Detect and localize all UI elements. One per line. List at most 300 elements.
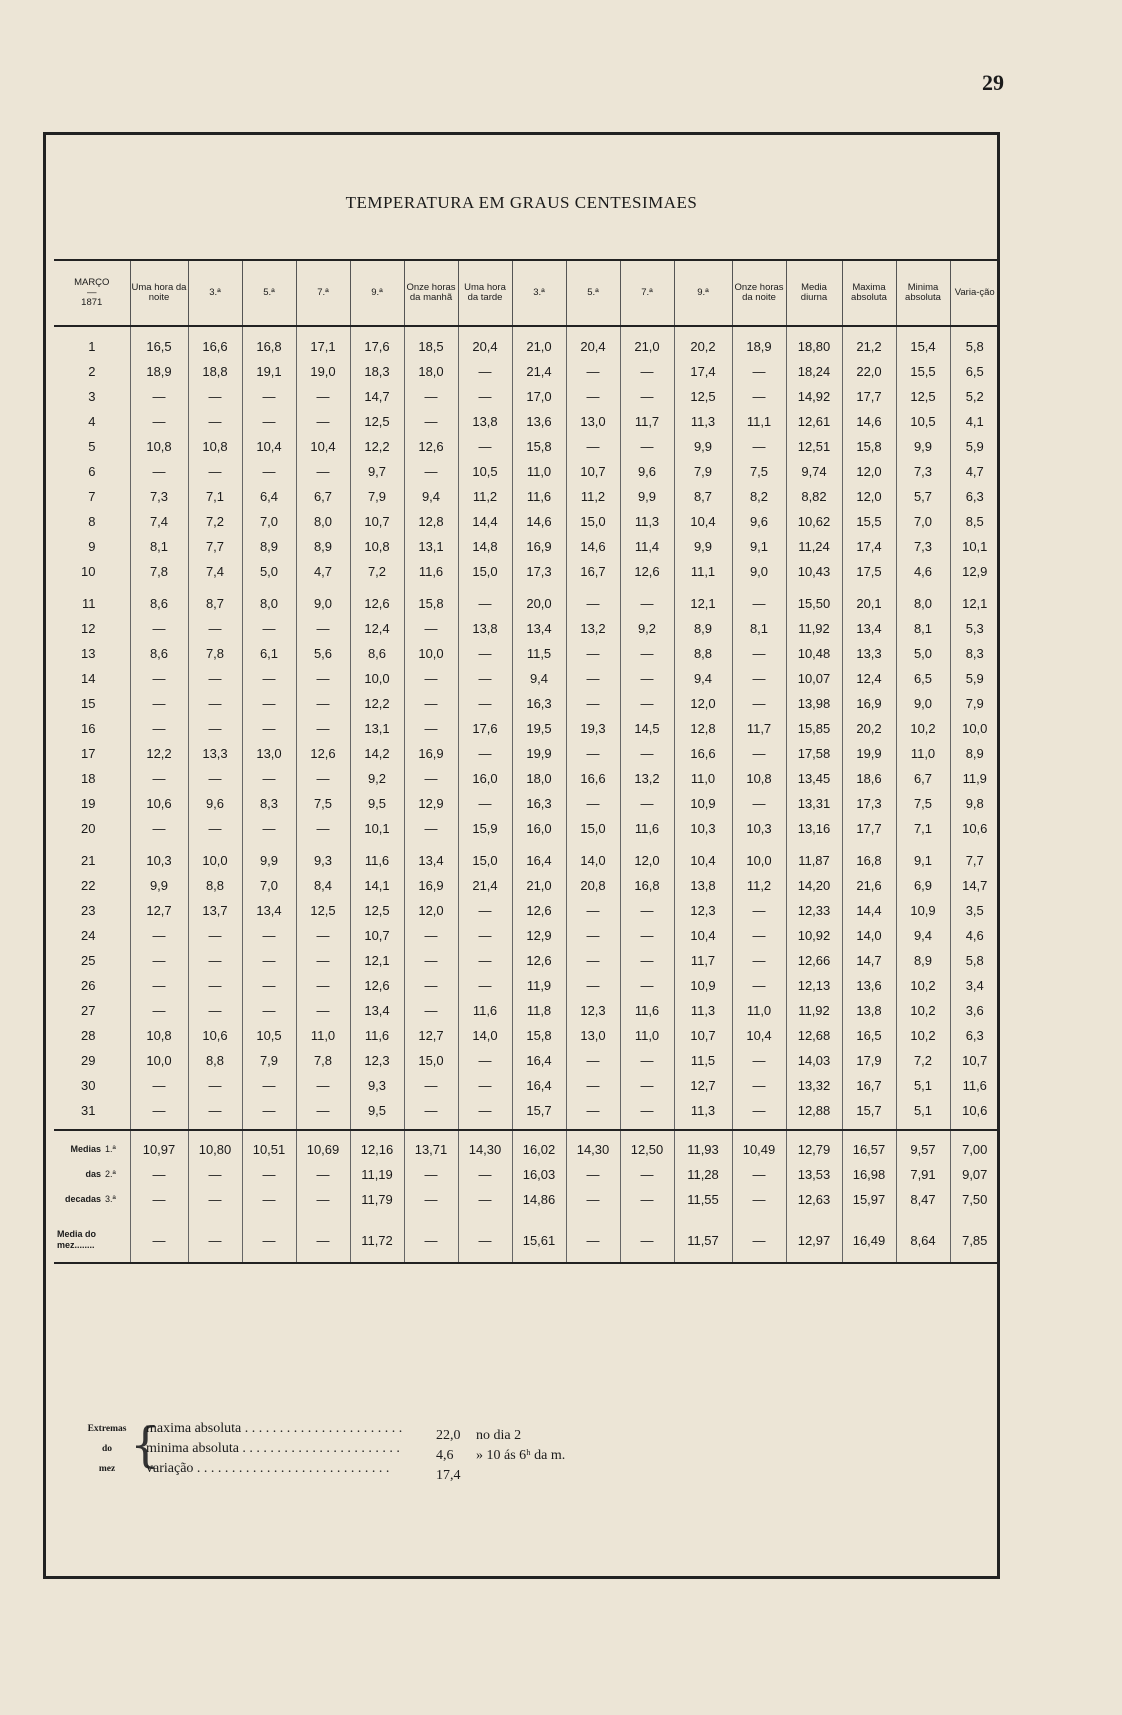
value-cell: — xyxy=(130,716,188,741)
spacer-row xyxy=(54,326,999,334)
spacer-cell xyxy=(296,584,350,591)
value-cell: 12,5 xyxy=(674,384,732,409)
value-cell: — xyxy=(566,641,620,666)
value-cell: 8,6 xyxy=(130,591,188,616)
value-cell: — xyxy=(404,384,458,409)
table-row xyxy=(54,848,999,873)
value-cell: 7,4 xyxy=(188,559,242,584)
value-cell: 12,5 xyxy=(350,409,404,434)
value-cell: 13,71 xyxy=(404,1137,458,1162)
value-cell: — xyxy=(404,998,458,1023)
value-cell: 10,9 xyxy=(674,973,732,998)
value-cell: 7,9 xyxy=(350,484,404,509)
value-cell: 12,79 xyxy=(786,1137,842,1162)
value-cell: — xyxy=(130,1162,188,1187)
value-cell: — xyxy=(188,409,242,434)
decade-label: das xyxy=(85,1169,101,1179)
value-cell: 3,4 xyxy=(950,973,999,998)
value-cell: 17,4 xyxy=(842,534,896,559)
spacer-cell xyxy=(512,584,566,591)
value-cell: 7,9 xyxy=(950,691,999,716)
value-cell: 12,3 xyxy=(350,1048,404,1073)
value-cell: 10,80 xyxy=(188,1137,242,1162)
table-row xyxy=(54,434,999,459)
value-cell: 9,1 xyxy=(896,848,950,873)
value-cell: 10,4 xyxy=(674,923,732,948)
table-row xyxy=(54,359,999,384)
value-cell: 9,6 xyxy=(620,459,674,484)
spacer-cell xyxy=(842,841,896,848)
value-cell: 11,6 xyxy=(350,1023,404,1048)
value-cell: 10,7 xyxy=(674,1023,732,1048)
spacer-cell xyxy=(54,326,130,334)
value-cell: 16,9 xyxy=(842,691,896,716)
decade-index: 1.ª xyxy=(105,1144,116,1154)
value-cell: 16,5 xyxy=(130,334,188,359)
value-cell: 14,2 xyxy=(350,741,404,766)
table-row xyxy=(54,1023,999,1048)
value-cell: — xyxy=(130,816,188,841)
value-cell: 6,7 xyxy=(296,484,350,509)
value-cell: — xyxy=(566,691,620,716)
value-cell: 7,0 xyxy=(242,509,296,534)
value-cell: 10,4 xyxy=(296,434,350,459)
value-cell: 16,9 xyxy=(404,741,458,766)
value-cell: — xyxy=(188,816,242,841)
day-cell: 13 xyxy=(81,646,96,661)
value-cell: 7,7 xyxy=(950,848,999,873)
month-mean-row xyxy=(54,1218,999,1263)
table-row xyxy=(54,873,999,898)
value-cell: 7,85 xyxy=(950,1218,999,1263)
spacer-cell xyxy=(512,841,566,848)
value-cell: 14,03 xyxy=(786,1048,842,1073)
value-cell: 10,49 xyxy=(732,1137,786,1162)
value-cell: — xyxy=(242,973,296,998)
day-cell: 11 xyxy=(82,596,96,611)
value-cell: 7,8 xyxy=(188,641,242,666)
value-cell: 16,0 xyxy=(458,766,512,791)
value-cell: 13,8 xyxy=(458,616,512,641)
value-cell: 10,2 xyxy=(896,998,950,1023)
value-cell: 17,7 xyxy=(842,384,896,409)
value-cell: — xyxy=(188,691,242,716)
value-cell: 15,0 xyxy=(458,848,512,873)
value-cell: 10,5 xyxy=(896,409,950,434)
value-cell: 16,03 xyxy=(512,1162,566,1187)
value-cell: 9,5 xyxy=(350,1098,404,1123)
value-cell: 5,0 xyxy=(242,559,296,584)
value-cell: 17,3 xyxy=(842,791,896,816)
header-col: 7.ª xyxy=(296,260,350,326)
value-cell: 10,4 xyxy=(732,1023,786,1048)
spacer-cell xyxy=(896,1123,950,1130)
value-cell: — xyxy=(188,1218,242,1263)
day-cell: 4 xyxy=(88,414,96,429)
value-cell: 10,48 xyxy=(786,641,842,666)
table-row xyxy=(54,923,999,948)
table-row xyxy=(54,616,999,641)
value-cell: — xyxy=(130,1073,188,1098)
decade-index: 2.ª xyxy=(105,1169,116,1179)
value-cell: 16,8 xyxy=(620,873,674,898)
value-cell: 13,31 xyxy=(786,791,842,816)
value-cell: 15,0 xyxy=(566,816,620,841)
decade-label-cell xyxy=(54,1187,130,1212)
value-cell: 11,6 xyxy=(350,848,404,873)
value-cell: 13,6 xyxy=(512,409,566,434)
value-cell: — xyxy=(566,948,620,973)
value-cell: — xyxy=(188,1162,242,1187)
value-cell: 8,8 xyxy=(188,1048,242,1073)
value-cell: 10,51 xyxy=(242,1137,296,1162)
value-cell: 12,0 xyxy=(674,691,732,716)
value-cell: 12,63 xyxy=(786,1187,842,1212)
table-body xyxy=(54,326,999,1263)
value-cell: — xyxy=(188,998,242,1023)
value-cell: — xyxy=(566,791,620,816)
value-cell: 7,0 xyxy=(896,509,950,534)
spacer-cell xyxy=(296,1130,350,1137)
table-row xyxy=(54,766,999,791)
value-cell: — xyxy=(296,973,350,998)
value-cell: 12,5 xyxy=(896,384,950,409)
value-cell: — xyxy=(188,616,242,641)
table-row xyxy=(54,741,999,766)
value-cell: — xyxy=(130,923,188,948)
table-row xyxy=(54,666,999,691)
value-cell: 13,8 xyxy=(842,998,896,1023)
value-cell: 12,2 xyxy=(350,691,404,716)
value-cell: 15,8 xyxy=(404,591,458,616)
spacer-cell xyxy=(350,1130,404,1137)
value-cell: 10,0 xyxy=(404,641,458,666)
value-cell: 11,8 xyxy=(512,998,566,1023)
value-cell: 8,5 xyxy=(950,509,999,534)
value-cell: 11,0 xyxy=(620,1023,674,1048)
value-cell: — xyxy=(566,359,620,384)
value-cell: 11,6 xyxy=(950,1073,999,1098)
table-row xyxy=(54,509,999,534)
value-cell: — xyxy=(404,1218,458,1263)
spacer-cell xyxy=(732,326,786,334)
value-cell: — xyxy=(130,459,188,484)
value-cell: — xyxy=(620,641,674,666)
month-mean-label: Media do mez........ xyxy=(54,1218,130,1263)
value-cell: — xyxy=(732,591,786,616)
value-cell: 13,4 xyxy=(842,616,896,641)
spacer-cell xyxy=(130,1123,188,1130)
spacer-cell xyxy=(512,326,566,334)
day-cell: 21 xyxy=(81,853,96,868)
value-cell: 8,6 xyxy=(130,641,188,666)
value-cell: — xyxy=(458,948,512,973)
value-cell: — xyxy=(458,384,512,409)
decade-label-cell xyxy=(54,1137,130,1162)
value-cell: 11,6 xyxy=(620,998,674,1023)
day-cell: 18 xyxy=(81,771,96,786)
spacer-cell xyxy=(188,326,242,334)
value-cell: 9,4 xyxy=(896,923,950,948)
value-cell: 13,45 xyxy=(786,766,842,791)
value-cell: — xyxy=(732,691,786,716)
spacer-cell xyxy=(620,584,674,591)
value-cell: 8,47 xyxy=(896,1187,950,1212)
value-cell: 13,4 xyxy=(350,998,404,1023)
value-cell: — xyxy=(188,666,242,691)
value-cell: — xyxy=(188,1098,242,1123)
value-cell: 9,4 xyxy=(404,484,458,509)
spacer-cell xyxy=(732,841,786,848)
value-cell: — xyxy=(566,591,620,616)
value-cell: 9,7 xyxy=(350,459,404,484)
value-cell: 15,5 xyxy=(896,359,950,384)
day-cell: 15 xyxy=(81,696,96,711)
spacer-cell xyxy=(950,326,999,334)
spacer-cell xyxy=(296,326,350,334)
spacer-cell xyxy=(566,841,620,848)
value-cell: 5,2 xyxy=(950,384,999,409)
spacer-cell xyxy=(404,1130,458,1137)
value-cell: 12,13 xyxy=(786,973,842,998)
value-cell: 16,5 xyxy=(842,1023,896,1048)
value-cell: 18,9 xyxy=(732,334,786,359)
value-cell: 15,61 xyxy=(512,1218,566,1263)
header-col: Uma hora da noite xyxy=(130,260,188,326)
value-cell: — xyxy=(732,1187,786,1212)
value-cell: 8,3 xyxy=(242,791,296,816)
value-cell: — xyxy=(242,1098,296,1123)
value-cell: 12,97 xyxy=(786,1218,842,1263)
value-cell: — xyxy=(130,766,188,791)
extreme-note: no dia 2 xyxy=(476,1428,522,1443)
value-cell: — xyxy=(404,459,458,484)
value-cell: 12,0 xyxy=(842,459,896,484)
value-cell: 10,1 xyxy=(950,534,999,559)
value-cell: 13,1 xyxy=(350,716,404,741)
value-cell: 16,3 xyxy=(512,791,566,816)
value-cell: 9,9 xyxy=(130,873,188,898)
value-cell: 10,7 xyxy=(350,509,404,534)
spacer-cell xyxy=(54,1123,130,1130)
value-cell: 8,7 xyxy=(674,484,732,509)
value-cell: 14,6 xyxy=(842,409,896,434)
value-cell: 11,3 xyxy=(674,409,732,434)
value-cell: 8,2 xyxy=(732,484,786,509)
table-row xyxy=(54,1098,999,1123)
value-cell: 11,5 xyxy=(674,1048,732,1073)
value-cell: 8,64 xyxy=(896,1218,950,1263)
header-col: 5.ª xyxy=(566,260,620,326)
value-cell: 18,6 xyxy=(842,766,896,791)
value-cell: 20,2 xyxy=(842,716,896,741)
value-cell: 12,50 xyxy=(620,1137,674,1162)
value-cell: — xyxy=(404,691,458,716)
decade-row xyxy=(54,1137,999,1162)
value-cell: 21,2 xyxy=(842,334,896,359)
table-row xyxy=(54,1048,999,1073)
header-col: Varia-ção xyxy=(950,260,999,326)
spacer-cell xyxy=(786,1130,842,1137)
extreme-row-max xyxy=(146,1419,522,1443)
value-cell: — xyxy=(188,923,242,948)
value-cell: 11,4 xyxy=(620,534,674,559)
value-cell: 10,9 xyxy=(674,791,732,816)
value-cell: — xyxy=(242,998,296,1023)
spacer-cell xyxy=(296,1123,350,1130)
value-cell: 8,0 xyxy=(242,591,296,616)
spacer-cell xyxy=(188,1130,242,1137)
value-cell: 20,4 xyxy=(566,334,620,359)
value-cell: 12,6 xyxy=(296,741,350,766)
value-cell: 9,3 xyxy=(296,848,350,873)
value-cell: 12,9 xyxy=(404,791,458,816)
value-cell: 9,8 xyxy=(950,791,999,816)
value-cell: — xyxy=(130,691,188,716)
extreme-label: variação . . . . . . . . . . . . . . . . . . . . . . . . . . . . xyxy=(146,1461,390,1476)
value-cell: — xyxy=(242,691,296,716)
value-cell: 16,4 xyxy=(512,1073,566,1098)
value-cell: — xyxy=(458,434,512,459)
value-cell: — xyxy=(130,666,188,691)
value-cell: — xyxy=(404,1098,458,1123)
value-cell: 22,0 xyxy=(842,359,896,384)
value-cell: 8,8 xyxy=(674,641,732,666)
value-cell: 13,98 xyxy=(786,691,842,716)
decade-label: Medias xyxy=(70,1144,101,1154)
value-cell: — xyxy=(566,973,620,998)
value-cell: 7,3 xyxy=(896,459,950,484)
value-cell: 20,4 xyxy=(458,334,512,359)
spacer-cell xyxy=(842,1123,896,1130)
value-cell: 11,6 xyxy=(404,559,458,584)
value-cell: 7,2 xyxy=(188,509,242,534)
value-cell: 21,6 xyxy=(842,873,896,898)
spacer-cell xyxy=(786,326,842,334)
spacer-cell xyxy=(350,1123,404,1130)
value-cell: 11,0 xyxy=(512,459,566,484)
value-cell: 13,0 xyxy=(566,1023,620,1048)
value-cell: — xyxy=(296,1162,350,1187)
value-cell: — xyxy=(458,973,512,998)
value-cell: 6,3 xyxy=(950,1023,999,1048)
spacer-cell xyxy=(950,841,999,848)
value-cell: 7,1 xyxy=(896,816,950,841)
table-row xyxy=(54,691,999,716)
value-cell: 18,0 xyxy=(512,766,566,791)
spacer-row xyxy=(54,584,999,591)
value-cell: 14,0 xyxy=(842,923,896,948)
header-year: 1871 xyxy=(81,297,103,308)
value-cell: 4,6 xyxy=(950,923,999,948)
value-cell: 13,3 xyxy=(842,641,896,666)
spacer-cell xyxy=(620,326,674,334)
value-cell: 12,0 xyxy=(842,484,896,509)
value-cell: 3,5 xyxy=(950,898,999,923)
value-cell: — xyxy=(188,716,242,741)
value-cell: 5,3 xyxy=(950,616,999,641)
value-cell: 11,0 xyxy=(896,741,950,766)
value-cell: — xyxy=(188,973,242,998)
value-cell: 14,5 xyxy=(620,716,674,741)
spacer-cell xyxy=(950,1123,999,1130)
value-cell: 13,8 xyxy=(458,409,512,434)
value-cell: 18,24 xyxy=(786,359,842,384)
value-cell: 5,0 xyxy=(896,641,950,666)
value-cell: 11,7 xyxy=(620,409,674,434)
table-row xyxy=(54,459,999,484)
spacer-cell xyxy=(130,584,188,591)
value-cell: 12,6 xyxy=(512,948,566,973)
value-cell: 10,2 xyxy=(896,1023,950,1048)
value-cell: — xyxy=(296,1218,350,1263)
value-cell: 10,07 xyxy=(786,666,842,691)
value-cell: — xyxy=(620,923,674,948)
value-cell: 11,28 xyxy=(674,1162,732,1187)
spacer-cell xyxy=(458,1123,512,1130)
page-number: 29 xyxy=(982,70,1004,95)
value-cell: 16,02 xyxy=(512,1137,566,1162)
value-cell: 8,3 xyxy=(950,641,999,666)
value-cell: 11,6 xyxy=(512,484,566,509)
value-cell: — xyxy=(404,666,458,691)
value-cell: — xyxy=(296,616,350,641)
value-cell: 10,6 xyxy=(130,791,188,816)
value-cell: — xyxy=(130,998,188,1023)
value-cell: 7,00 xyxy=(950,1137,999,1162)
spacer-cell xyxy=(458,584,512,591)
table-row xyxy=(54,973,999,998)
value-cell: 10,3 xyxy=(674,816,732,841)
value-cell: — xyxy=(296,1187,350,1212)
spacer-cell xyxy=(620,841,674,848)
day-cell: 26 xyxy=(81,978,96,993)
value-cell: — xyxy=(458,1187,512,1212)
value-cell: 11,7 xyxy=(674,948,732,973)
spacer-cell xyxy=(350,841,404,848)
value-cell: 7,7 xyxy=(188,534,242,559)
value-cell: 5,9 xyxy=(950,434,999,459)
day-cell: 25 xyxy=(81,953,96,968)
value-cell: 9,9 xyxy=(674,434,732,459)
value-cell: — xyxy=(458,591,512,616)
spacer-cell xyxy=(188,584,242,591)
spacer-cell xyxy=(54,1130,130,1137)
spacer-cell xyxy=(242,326,296,334)
value-cell: 10,8 xyxy=(130,1023,188,1048)
value-cell: — xyxy=(732,973,786,998)
value-cell: 4,1 xyxy=(950,409,999,434)
value-cell: — xyxy=(188,459,242,484)
table-row xyxy=(54,998,999,1023)
value-cell: 12,51 xyxy=(786,434,842,459)
value-cell: 12,4 xyxy=(842,666,896,691)
value-cell: — xyxy=(296,1073,350,1098)
value-cell: 15,0 xyxy=(404,1048,458,1073)
value-cell: — xyxy=(732,1098,786,1123)
spacer-cell xyxy=(732,1130,786,1137)
value-cell: — xyxy=(130,384,188,409)
value-cell: — xyxy=(458,791,512,816)
value-cell: 14,6 xyxy=(566,534,620,559)
value-cell: 11,9 xyxy=(512,973,566,998)
value-cell: — xyxy=(732,384,786,409)
value-cell: 12,61 xyxy=(786,409,842,434)
value-cell: — xyxy=(732,1162,786,1187)
value-cell: 10,0 xyxy=(950,716,999,741)
value-cell: 13,0 xyxy=(566,409,620,434)
spacer-cell xyxy=(130,1130,188,1137)
